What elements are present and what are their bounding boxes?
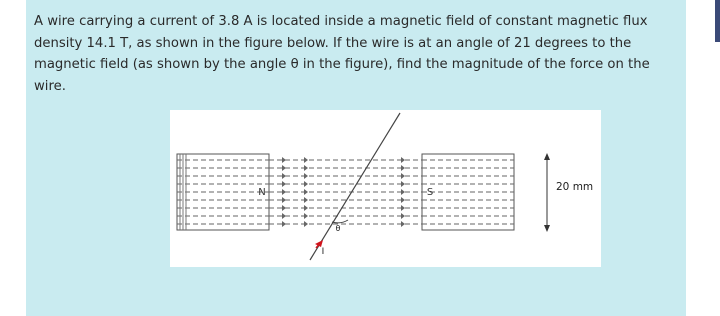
south-magnet [422, 154, 514, 230]
wire [310, 113, 400, 260]
gap-dimension [544, 153, 550, 232]
current-label: I [321, 247, 325, 257]
gap-label: 20 mm [556, 181, 594, 193]
magnetic-field-figure [170, 110, 601, 267]
question-text: A wire carrying a current of 3.8 A is located inside a magnetic field of constant magnetic flux density 14.1 T, as shown in the figure below. If the wire is at an angle of 21 degrees to the magnetic field (as shown by the angle θ in the figure), find the magnitude of the force on the wire. [34, 14, 650, 94]
scrollbar-edge [715, 0, 720, 42]
north-magnet [177, 154, 269, 230]
angle-label: θ [335, 224, 341, 233]
south-label: S [426, 187, 434, 198]
question-panel [26, 0, 686, 316]
field-lines [269, 157, 422, 227]
north-label: N [258, 187, 266, 198]
